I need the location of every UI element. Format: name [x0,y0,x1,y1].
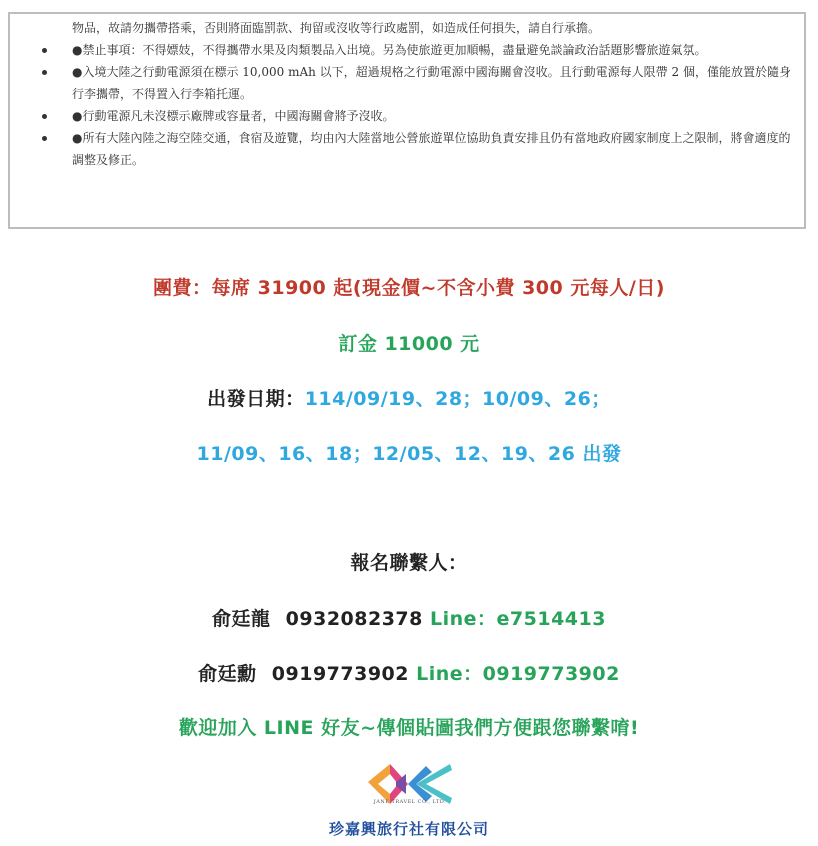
contact-name: 俞廷勳 [198,663,257,685]
notice-item [10,14,804,39]
notice-list [10,14,804,171]
contact-person-2 [0,659,818,686]
contact-line-id[interactable]: Line：e7514413 [430,608,606,630]
notice-box [8,12,806,229]
line-welcome-message: 歡迎加入 LINE 好友~傳個貼圖我們方便跟您聯繫唷! [178,717,640,739]
contact-heading: 報名聯繫人： [350,552,468,574]
notice-item [10,39,804,61]
company-logo-text: JANE TRAVEL CO., LTD. [373,799,447,805]
notice-text: ●禁止事項：不得嫖妓，不得攜帶水果及肉類製品入出境。另為使旅遊更加順暢，盡量避免談論政治話題影響旅遊氣氛。 [72,43,707,57]
departure-dates-line2: 11/09、16、18；12/05、12、19、26 出發 [196,443,622,465]
notice-text: 物品，故請勿攜帶搭乘，否則將面臨罰款、拘留或沒收等行政處罰，如造成任何損失，請自行承擔。 [72,21,601,35]
contact-phone[interactable]: 0919773902 [271,663,409,685]
contact-name: 俞廷龍 [212,608,271,630]
bullet-icon [42,48,47,53]
notice-text: ●所有大陸內陸之海空陸交通，食宿及遊覽，均由內大陸當地公營旅遊單位協助負責安排且仍有當地政府國家制度上之限制，將會適度的調整及修正。 [72,131,791,167]
bullet-icon [42,114,47,119]
notice-item [10,127,804,171]
notice-item [10,61,804,105]
notice-item [10,105,804,127]
departure-label: 出發日期： [207,388,305,410]
notice-text: ●入境大陸之行動電源須在標示 10,000 mAh 以下，超過規格之行動電源中國海關會沒收。且行動電源每人限帶 2 個，僅能放置於隨身行李攜帶，不得置入行李箱托運。 [72,65,791,101]
bullet-icon [42,70,47,75]
company-name: 珍嘉興旅行社有限公司 [328,820,489,838]
departure-dates: 114/09/19、28；10/09、26； [304,388,611,410]
tour-fee: 團費：每席 31900 起(現金價~不含小費 300 元每人/日) [153,277,665,299]
deposit: 訂金 11000 元 [338,333,480,355]
contact-line-id[interactable]: Line：0919773902 [416,663,620,685]
contact-person-1 [0,604,818,631]
bullet-icon [42,136,47,141]
departure-dates-line1 [0,384,818,411]
notice-text: ●行動電源凡未沒標示廠牌或容量者，中國海關會將予沒收。 [72,109,395,123]
contact-phone[interactable]: 0932082378 [285,608,423,630]
